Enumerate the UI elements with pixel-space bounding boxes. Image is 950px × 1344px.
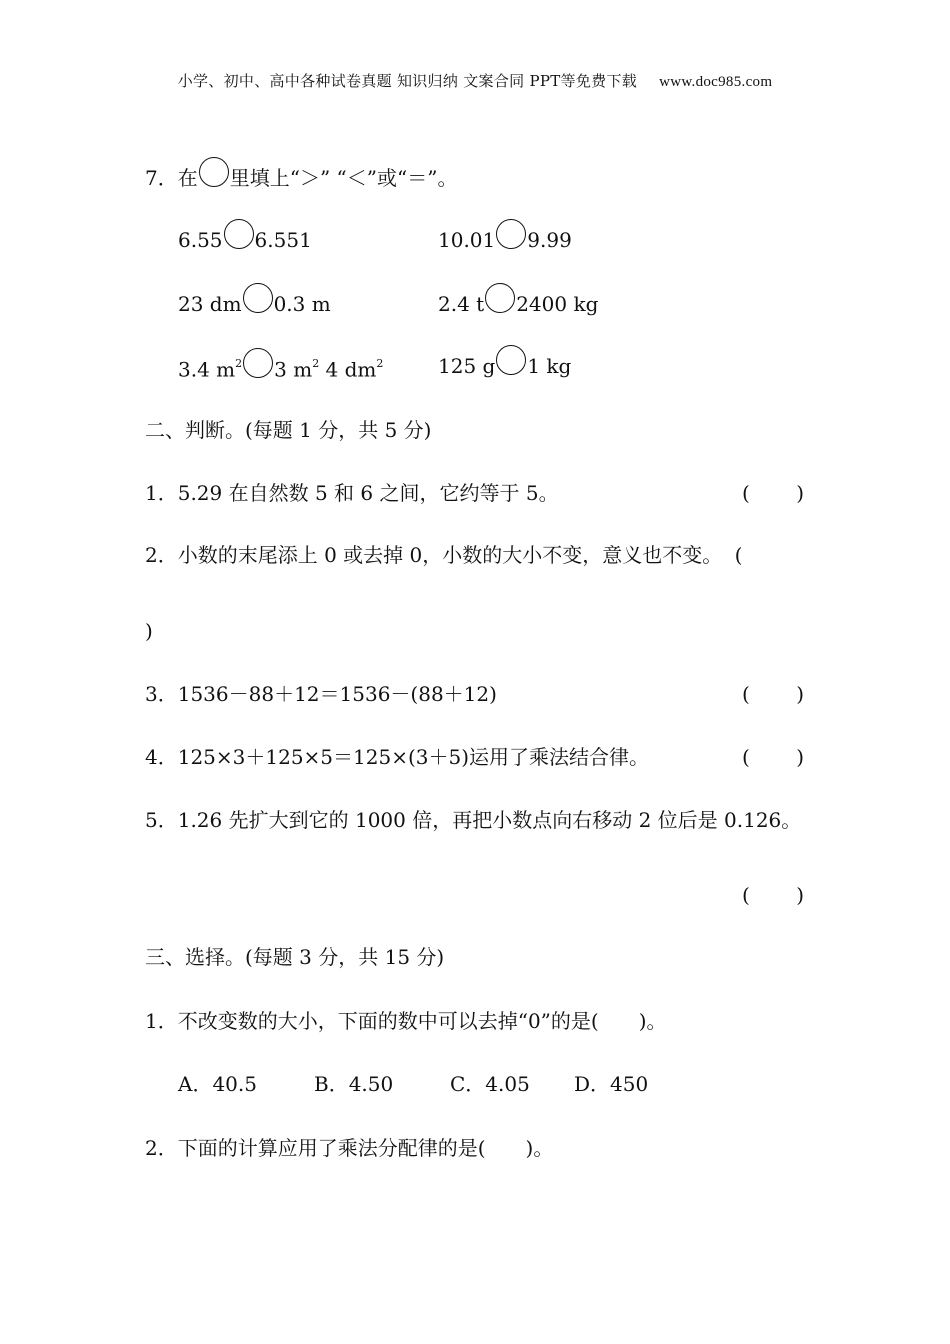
paren-close: ) <box>796 883 804 907</box>
paren-close: ) <box>796 481 804 505</box>
superscript: 2 <box>312 357 320 370</box>
paren-open: ( <box>742 682 750 706</box>
judge-item-5: 5．1.26 先扩大到它的 1000 倍，再把小数点向右移动 2 位后是 0.126。 <box>145 808 802 832</box>
choice-q1-options <box>178 1070 648 1098</box>
q7-pre: 在 <box>177 166 198 190</box>
superscript: 2 <box>235 357 243 370</box>
judge-item-2-text: 2．小数的末尾添上 0 或去掉 0，小数的大小不变，意义也不变。 <box>145 543 723 567</box>
choice-q1: 1．不改变数的大小，下面的数中可以去掉“0”的是( )。 <box>145 1009 667 1033</box>
judge-item-1: 1．5.29 在自然数 5 和 6 之间，它约等于 5。 <box>145 481 559 505</box>
q7-item-4 <box>438 290 598 321</box>
q7-post: 里填上“＞” “＜”或“＝”。 <box>229 166 458 190</box>
answer-paren-3[interactable] <box>742 680 804 708</box>
section2-title: 二、判断。(每题 1 分，共 5 分) <box>145 418 432 442</box>
q7-number: 7． <box>145 166 178 190</box>
answer-circle[interactable] <box>496 219 526 249</box>
judge-item-4: 4．125×3＋125×5＝125×(3＋5)运用了乘法结合律。 <box>145 745 650 769</box>
q7-item-right: 1 kg <box>527 354 572 378</box>
q7-item-right: 2400 kg <box>516 292 599 316</box>
header-text: 小学、初中、高中各种试卷真题 知识归纳 文案合同 PPT等免费下载 <box>177 72 638 90</box>
q7-item-left: 3.4 m <box>178 357 236 382</box>
answer-circle[interactable] <box>243 348 273 378</box>
q7-item-left: 10.01 <box>438 228 496 252</box>
header-url[interactable]: www.doc985.com <box>659 74 773 90</box>
paren-open: ( <box>742 745 750 769</box>
answer-circle[interactable] <box>224 219 254 249</box>
q7-item-right: 9.99 <box>527 228 572 252</box>
q7-item-right-b: 4 dm <box>319 357 377 382</box>
q7-item-6 <box>438 352 571 383</box>
q7-item-left: 23 dm <box>178 292 242 316</box>
judge-item-3: 3．1536－88＋12＝1536－(88＋12) <box>145 682 497 706</box>
q7-item-left: 125 g <box>438 354 496 378</box>
q7-prompt <box>145 164 457 195</box>
q7-item-3 <box>178 290 331 321</box>
paren-open[interactable]: ( <box>734 543 743 567</box>
q7-item-right: 6.551 <box>254 228 312 252</box>
answer-paren-1[interactable] <box>742 479 804 507</box>
answer-circle[interactable] <box>243 283 273 313</box>
q7-item-left: 6.55 <box>178 228 223 252</box>
judge-item-2 <box>145 541 742 569</box>
paren-open: ( <box>742 883 750 907</box>
q7-item-left: 2.4 t <box>438 292 485 316</box>
paren-open: ( <box>742 481 750 505</box>
answer-paren-4[interactable] <box>742 743 804 771</box>
choice-q2: 2．下面的计算应用了乘法分配律的是( )。 <box>145 1136 554 1160</box>
q7-item-right: 3 m <box>274 357 313 382</box>
page-header <box>0 70 950 91</box>
judge-item-2-close[interactable]: ) <box>145 619 153 643</box>
q7-item-1 <box>178 226 312 257</box>
answer-circle[interactable] <box>485 283 515 313</box>
option-c[interactable]: C．4.05 <box>450 1072 530 1096</box>
q7-item-5 <box>178 352 383 386</box>
option-b[interactable]: B．4.50 <box>314 1072 394 1096</box>
option-a[interactable]: A．40.5 <box>178 1072 257 1096</box>
section3-title: 三、选择。(每题 3 分，共 15 分) <box>145 945 445 969</box>
paren-close: ) <box>796 745 804 769</box>
option-d[interactable]: D．450 <box>574 1072 649 1096</box>
answer-paren-5[interactable] <box>742 881 804 909</box>
q7-item-2 <box>438 226 572 257</box>
superscript: 2 <box>376 357 384 370</box>
answer-circle[interactable] <box>496 345 526 375</box>
q7-item-right: 0.3 m <box>273 292 331 316</box>
paren-close: ) <box>796 682 804 706</box>
blank-circle-icon <box>199 157 229 187</box>
